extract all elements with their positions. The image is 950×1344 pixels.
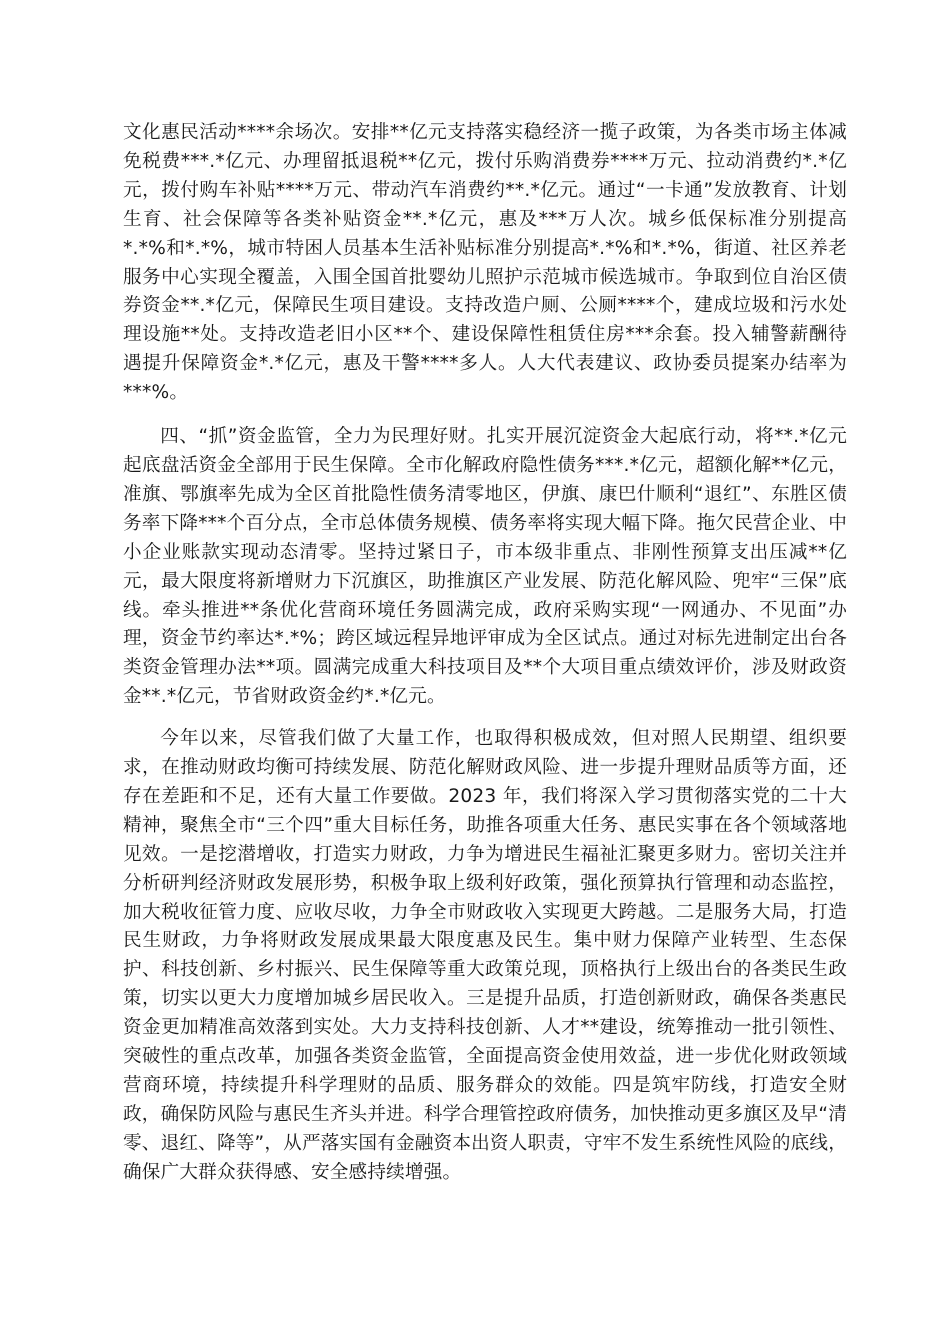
paragraph-section-four	[123, 423, 847, 712]
paragraph-continued	[123, 119, 847, 408]
section-heading: 四、“抓”资金监管，全力为民理好财。	[160, 426, 487, 448]
document-body	[123, 119, 847, 1188]
paragraph-summary	[123, 725, 847, 1188]
paragraph-text: 文化惠民活动****余场次。安排**亿元支持落实稳经济一揽子政策，为各类市场主体减免税费***.*亿元、办理留抵退税**亿元，拨付乐购消费券****万元、拉动消费约*.*亿元，拨付购车补贴****万元、带动汽车消费约**.*亿元。通过“一卡通”发放教育、计划生育、社会保障等各类补贴资金**.*亿元，惠及***万人次。城乡低保标准分别提高*.*%和*.*%，城市特困人员基本生活补贴标准分别提高*.*%和*.*%，街道、社区养老服务中心实现全覆盖，入围全国首批婴幼儿照护示范城市候选城市。争取到位自治区债券资金**.*亿元，保障民生项目建设。支持改造户厕、公厕****个，建成垃圾和污水处理设施**处。支持改造老旧小区**个、建设保障性租赁住房***余套。投入辅警薪酬待遇提升保障资金*.*亿元，惠及干警****多人。人大代表建议、政协委员提案办结率为***%。	[123, 122, 847, 404]
paragraph-text: 扎实开展沉淀资金大起底行动，将**.*亿元起底盘活资金全部用于民生保障。全市化解政府隐性债务***.*亿元，超额化解**亿元，准旗、鄂旗率先成为全区首批隐性债务清零地区，伊旗、康巴什顺利“退红”、东胜区债务率下降***个百分点，全市总体债务规模、债务率将实现大幅下降。拖欠民营企业、中小企业账款实现动态清零。坚持过紧日子，市本级非重点、非刚性预算支出压减**亿元，最大限度将新增财力下沉旗区，助推旗区产业发展、防范化解风险、兜牢“三保”底线。牵头推进**条优化营商环境任务圆满完成，政府采购实现“一网通办、不见面”办理，资金节约率达*.*%；跨区域远程异地评审成为全区试点。通过对标先进制定出台各类资金管理办法**项。圆满完成重大科技项目及**个大项目重点绩效评价，涉及财政资金**.*亿元，节省财政资金约*.*亿元。	[123, 426, 847, 708]
paragraph-text: 今年以来，尽管我们做了大量工作，也取得积极成效，但对照人民期望、组织要求，在推动财政均衡可持续发展、防范化解财政风险、进一步提升理财品质等方面，还存在差距和不足，还有大量工作要做。2023 年，我们将深入学习贯彻落实党的二十大精神，聚焦全市“三个四”重大目标任务，助推各项重大任务、惠民实事在各个领域落地见效。一是挖潜增收，打造实力财政，力争为增进民生福祉汇聚更多财力。密切关注并分析研判经济财政发展形势，积极争取上级利好政策，强化预算执行管理和动态监控，加大税收征管力度、应收尽收，力争全市财政收入实现更大跨越。二是服务大局，打造民生财政，力争将财政发展成果最大限度惠及民生。集中财力保障产业转型、生态保护、科技创新、乡村振兴、民生保障等重大政策兑现，顶格执行上级出台的各类民生政策，切实以更大力度增加城乡居民收入。三是提升品质，打造创新财政，确保各类惠民资金更加精准高效落到实处。大力支持科技创新、人才**建设，统筹推动一批引领性、突破性的重点改革，加强各类资金监管，全面提高资金使用效益，进一步优化财政领域营商环境，持续提升科学理财的品质、服务群众的效能。四是筑牢防线，打造安全财政，确保防风险与惠民生齐头并进。科学合理管控政府债务，加快推动更多旗区及早“清零、退红、降等”，从严落实国有金融资本出资人职责，守牢不发生系统性风险的底线，确保广大群众获得感、安全感持续增强。	[123, 728, 847, 1183]
